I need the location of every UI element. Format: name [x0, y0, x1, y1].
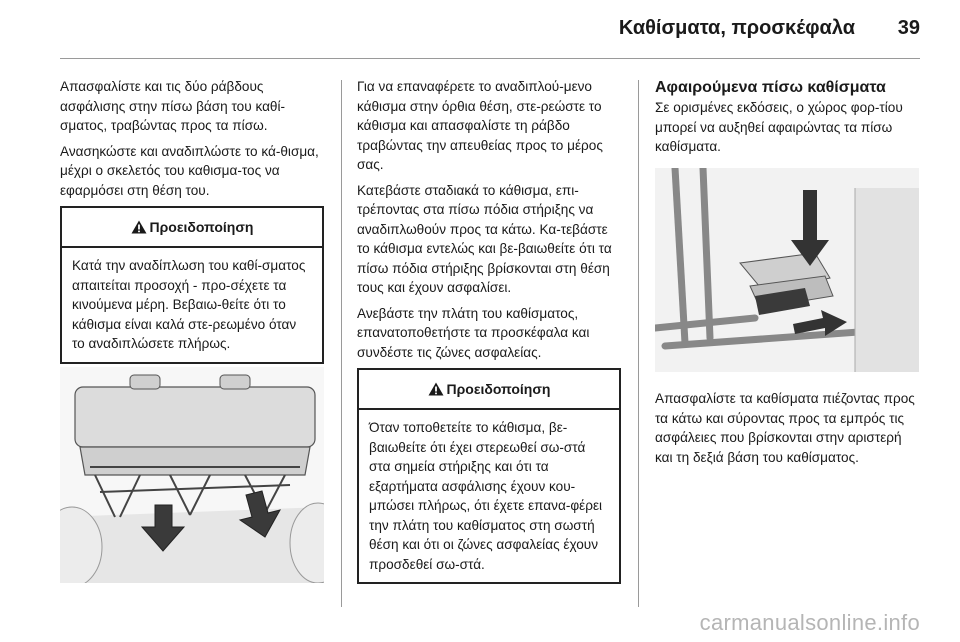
- paragraph: Κατεβάστε σταδιακά το κάθισμα, επι-τρέποντας στα πίσω πόδια στήριξης να αναδιπλωθούν προς τα κάτω. Κα-τεβάστε το κάθισμα εντελώς και βε-βαιωθείτε ότι τα πίσω πόδια στήριξης βρίσκονται στη θέση τους και έχουν ασφαλίσει.: [357, 182, 612, 295]
- column-3-lower: [655, 389, 919, 473]
- warning-box: [357, 368, 621, 584]
- page-header-title: Καθίσματα, προσκέφαλα: [618, 17, 855, 39]
- column-3: [655, 77, 919, 163]
- paragraph: Ανασηκώστε και αναδιπλώστε το κά-θισμα, μέχρι ο σκελετός του καθισμα-τος να εφαρμόσει στη θέση του.: [60, 143, 319, 198]
- paragraph: Για να επαναφέρετε το αναδιπλού-μενο κάθισμα στην όρθια θέση, στε-ρεώστε το κάθισμα και απασφαλίστε τη ράβδο τραβώντας την απευθείας προς το μέρος σας.: [357, 79, 603, 172]
- warning-title: Προειδοποίηση: [446, 380, 551, 397]
- warning-title: Προειδοποίηση: [149, 218, 254, 235]
- column-divider-2: [638, 80, 639, 607]
- page-number: 39: [897, 17, 920, 39]
- header-divider: [60, 58, 920, 59]
- folded-seat-illustration: [60, 367, 324, 583]
- column-divider-1: [341, 80, 342, 607]
- seat-lock-illustration: [655, 168, 919, 372]
- paragraph: Ανεβάστε την πλάτη του καθίσματος, επανατοποθετήστε τα προσκέφαλα και συνδέστε τις ζώνες ασφαλείας.: [357, 305, 590, 360]
- seat-lock-drawing: [655, 168, 919, 372]
- paragraph: Απασφαλίστε τα καθίσματα πιέζοντας προς τα κάτω και σύροντας προς τα εμπρός τις ασφάλειες που βρίσκονται στην αριστερή και τη δεξιά βάση του καθίσματος.: [655, 391, 915, 465]
- column-1: [60, 77, 324, 364]
- warning-header: [359, 370, 619, 410]
- warning-triangle-icon: [428, 382, 444, 396]
- paragraph: Απασφαλίστε και τις δύο ράβδους ασφάλισης στην πίσω βάση του καθί-σματος, τραβώντας προς τα πίσω.: [60, 79, 286, 133]
- warning-text: Κατά την αναδίπλωση του καθί-σματος απαιτείται προσοχή - προ-σέχετε τα κινούμενα μέρη. Βεβαιω-θείτε ότι το κάθισμα είναι καλά στε-ρεωμένο όταν το αναδιπλώσετε πλήρως.: [72, 258, 306, 351]
- paragraph: Σε ορισμένες εκδόσεις, ο χώρος φορ-τίου μπορεί να αυξηθεί αφαιρώντας τα πίσω καθίσματα.: [655, 100, 903, 154]
- warning-triangle-icon: [131, 220, 147, 234]
- section-heading: Αφαιρούμενα πίσω καθίσματα: [655, 79, 886, 96]
- warning-box: [60, 206, 324, 364]
- column-2: [357, 77, 621, 584]
- watermark: carmanualsonline.info: [699, 610, 920, 635]
- warning-text: Όταν τοποθετείτε το κάθισμα, βε-βαιωθείτε ότι έχει στερεωθεί σω-στά στα σημεία στήριξης και ότι τα εξαρτήματα ασφάλισης έχουν κου-μπώσει πλήρως, ότι έχετε επανα-φέρει την πλάτη του καθίσματος στη σωστή θέση και ότι οι ζώνες ασφαλείας έχουν προσδεθεί σω-στά.: [369, 420, 603, 572]
- seat-folding-drawing: [60, 367, 324, 583]
- warning-header: [62, 208, 322, 248]
